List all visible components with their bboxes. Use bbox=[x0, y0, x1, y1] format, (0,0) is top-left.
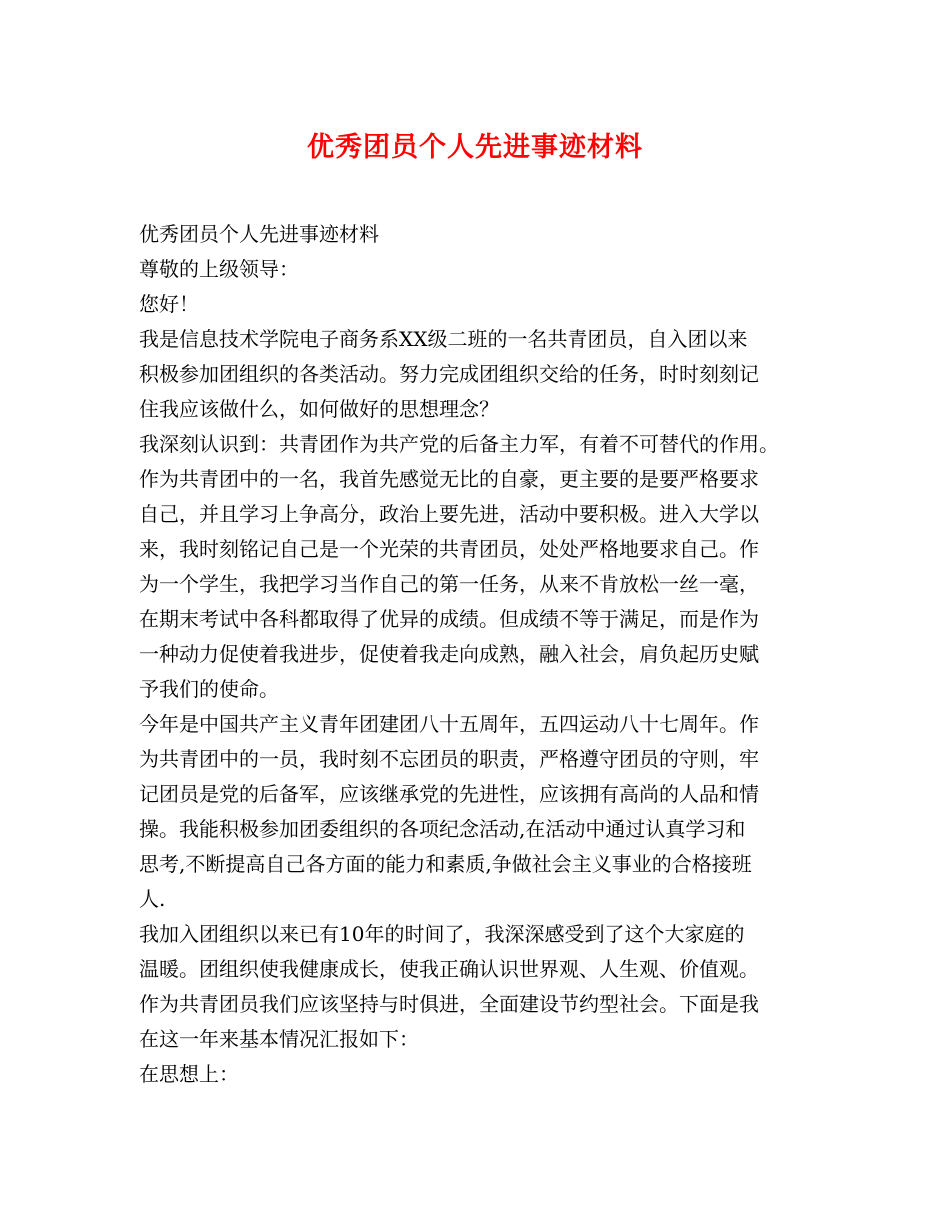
body-line: 作为共青团中的一名，我首先感觉无比的自豪，更主要的是要严格要求 bbox=[139, 467, 759, 491]
body-line: 予我们的使命。 bbox=[139, 677, 279, 701]
body-line: 操。我能积极参加团委组织的各项纪念活动,在活动中通过认真学习和 bbox=[139, 817, 746, 841]
document-body bbox=[139, 217, 829, 1092]
body-line: 积极参加团组织的各类活动。努力完成团组织交给的任务，时时刻刻记 bbox=[139, 362, 759, 386]
document-title: 优秀团员个人先进事迹材料 bbox=[307, 132, 643, 163]
body-line: 在思想上： bbox=[139, 1062, 239, 1086]
body-line: 在这一年来基本情况汇报如下： bbox=[139, 1027, 419, 1051]
body-line: 人. bbox=[139, 887, 166, 911]
body-line: 您好！ bbox=[139, 292, 199, 316]
body-line: 优秀团员个人先进事迹材料 bbox=[139, 222, 379, 246]
body-line: 温暖。团组织使我健康成长，使我正确认识世界观、人生观、价值观。 bbox=[139, 957, 759, 981]
body-line: 我是信息技术学院电子商务系XX级二班的一名共青团员，自入团以来 bbox=[139, 327, 748, 351]
body-line: 我加入团组织以来已有10年的时间了，我深深感受到了这个大家庭的 bbox=[139, 922, 745, 946]
body-line: 我深刻认识到：共青团作为共产党的后备主力军，有着不可替代的作用。 bbox=[139, 432, 779, 456]
body-line: 为一个学生，我把学习当作自己的第一任务，从来不肯放松一丝一毫， bbox=[139, 572, 759, 596]
body-line: 尊敬的上级领导： bbox=[139, 257, 299, 281]
body-line: 一种动力促使着我进步，促使着我走向成熟，融入社会，肩负起历史赋 bbox=[139, 642, 759, 666]
body-line: 在期末考试中各科都取得了优异的成绩。但成绩不等于满足，而是作为 bbox=[139, 607, 759, 631]
body-line: 记团员是党的后备军，应该继承党的先进性，应该拥有高尚的人品和情 bbox=[139, 782, 759, 806]
body-line: 来，我时刻铭记自己是一个光荣的共青团员，处处严格地要求自己。作 bbox=[139, 537, 759, 561]
body-line: 为共青团中的一员，我时刻不忘团员的职责，严格遵守团员的守则，牢 bbox=[139, 747, 759, 771]
body-line: 作为共青团员我们应该坚持与时俱进，全面建设节约型社会。下面是我 bbox=[139, 992, 759, 1016]
body-line: 今年是中国共产主义青年团建团八十五周年，五四运动八十七周年。作 bbox=[139, 712, 759, 736]
body-line: 自己，并且学习上争高分，政治上要先进，活动中要积极。进入大学以 bbox=[139, 502, 759, 526]
body-line: 住我应该做什么，如何做好的思想理念？ bbox=[139, 397, 499, 421]
body-line: 思考,不断提高自己各方面的能力和素质,争做社会主义事业的合格接班 bbox=[139, 852, 752, 876]
